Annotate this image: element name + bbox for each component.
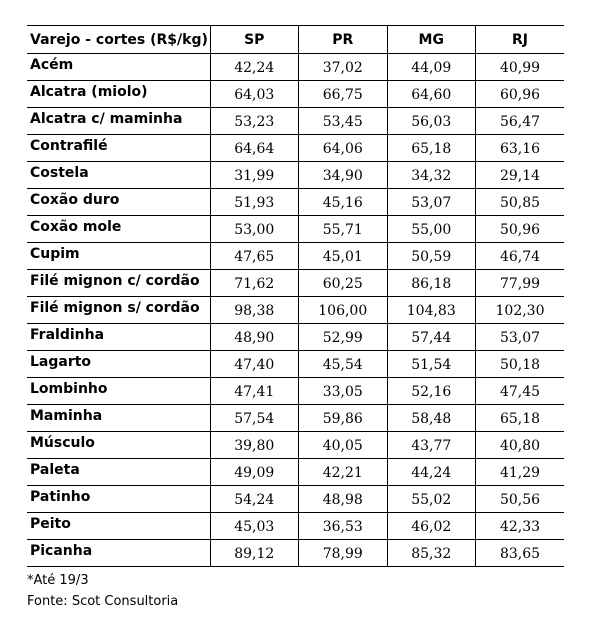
table-row	[27, 459, 564, 486]
header-rj: RJ	[476, 26, 565, 54]
price-sp: 71,62	[210, 270, 299, 297]
table-row	[27, 189, 564, 216]
table-header-row	[27, 26, 564, 54]
price-rj: 40,80	[476, 432, 565, 459]
retail-beef-prices-table	[27, 25, 564, 567]
price-sp: 64,64	[210, 135, 299, 162]
price-rj: 60,96	[476, 81, 565, 108]
price-sp: 39,80	[210, 432, 299, 459]
price-rj: 77,99	[476, 270, 565, 297]
cut-name: Filé mignon s/ cordão	[27, 297, 210, 324]
table-body	[27, 54, 564, 567]
price-pr: 33,05	[299, 378, 388, 405]
price-mg: 52,16	[387, 378, 476, 405]
cut-name: Alcatra c/ maminha	[27, 108, 210, 135]
price-mg: 55,02	[387, 486, 476, 513]
price-pr: 34,90	[299, 162, 388, 189]
cut-name: Acém	[27, 54, 210, 81]
table-row	[27, 378, 564, 405]
table-row	[27, 81, 564, 108]
price-sp: 51,93	[210, 189, 299, 216]
footnote: *Até 19/3	[27, 573, 89, 588]
price-rj: 50,56	[476, 486, 565, 513]
table-row	[27, 432, 564, 459]
price-pr: 48,98	[299, 486, 388, 513]
price-sp: 31,99	[210, 162, 299, 189]
table-row	[27, 351, 564, 378]
cut-name: Maminha	[27, 405, 210, 432]
table-notes	[27, 570, 178, 612]
price-pr: 53,45	[299, 108, 388, 135]
cut-name: Picanha	[27, 540, 210, 567]
table-row	[27, 513, 564, 540]
cut-name: Coxão mole	[27, 216, 210, 243]
table-row	[27, 162, 564, 189]
price-mg: 50,59	[387, 243, 476, 270]
header-mg: MG	[387, 26, 476, 54]
price-rj: 46,74	[476, 243, 565, 270]
price-rj: 47,45	[476, 378, 565, 405]
cut-name: Paleta	[27, 459, 210, 486]
price-pr: 55,71	[299, 216, 388, 243]
price-pr: 42,21	[299, 459, 388, 486]
price-sp: 53,23	[210, 108, 299, 135]
table-row	[27, 54, 564, 81]
source-note: Fonte: Scot Consultoria	[27, 594, 179, 609]
price-mg: 34,32	[387, 162, 476, 189]
cut-name: Músculo	[27, 432, 210, 459]
cut-name: Lombinho	[27, 378, 210, 405]
price-rj: 40,99	[476, 54, 565, 81]
price-sp: 53,00	[210, 216, 299, 243]
price-sp: 47,40	[210, 351, 299, 378]
price-rj: 42,33	[476, 513, 565, 540]
price-pr: 59,86	[299, 405, 388, 432]
price-rj: 29,14	[476, 162, 565, 189]
price-sp: 57,54	[210, 405, 299, 432]
price-sp: 49,09	[210, 459, 299, 486]
price-table-container	[27, 25, 564, 567]
price-mg: 64,60	[387, 81, 476, 108]
price-pr: 45,16	[299, 189, 388, 216]
price-pr: 64,06	[299, 135, 388, 162]
price-pr: 60,25	[299, 270, 388, 297]
cut-name: Alcatra (miolo)	[27, 81, 210, 108]
price-sp: 54,24	[210, 486, 299, 513]
price-sp: 47,41	[210, 378, 299, 405]
price-mg: 51,54	[387, 351, 476, 378]
header-pr: PR	[299, 26, 388, 54]
cut-name: Fraldinha	[27, 324, 210, 351]
table-row	[27, 216, 564, 243]
price-mg: 44,09	[387, 54, 476, 81]
table-row	[27, 135, 564, 162]
price-rj: 53,07	[476, 324, 565, 351]
price-sp: 47,65	[210, 243, 299, 270]
price-rj: 41,29	[476, 459, 565, 486]
table-row	[27, 270, 564, 297]
cut-name: Costela	[27, 162, 210, 189]
header-cut: Varejo - cortes (R$/kg)	[27, 26, 210, 54]
price-rj: 50,85	[476, 189, 565, 216]
price-rj: 63,16	[476, 135, 565, 162]
price-pr: 37,02	[299, 54, 388, 81]
cut-name: Lagarto	[27, 351, 210, 378]
price-mg: 86,18	[387, 270, 476, 297]
price-rj: 65,18	[476, 405, 565, 432]
price-rj: 83,65	[476, 540, 565, 567]
cut-name: Cupim	[27, 243, 210, 270]
table-row	[27, 405, 564, 432]
price-pr: 78,99	[299, 540, 388, 567]
price-sp: 48,90	[210, 324, 299, 351]
price-sp: 45,03	[210, 513, 299, 540]
price-mg: 85,32	[387, 540, 476, 567]
table-row	[27, 540, 564, 567]
price-pr: 45,01	[299, 243, 388, 270]
header-sp: SP	[210, 26, 299, 54]
table-row	[27, 297, 564, 324]
price-mg: 44,24	[387, 459, 476, 486]
price-mg: 55,00	[387, 216, 476, 243]
cut-name: Patinho	[27, 486, 210, 513]
price-rj: 102,30	[476, 297, 565, 324]
price-pr: 52,99	[299, 324, 388, 351]
cut-name: Coxão duro	[27, 189, 210, 216]
price-mg: 43,77	[387, 432, 476, 459]
table-row	[27, 324, 564, 351]
table-row	[27, 486, 564, 513]
price-mg: 56,03	[387, 108, 476, 135]
price-mg: 104,83	[387, 297, 476, 324]
table-row	[27, 108, 564, 135]
price-mg: 57,44	[387, 324, 476, 351]
price-sp: 89,12	[210, 540, 299, 567]
price-pr: 40,05	[299, 432, 388, 459]
cut-name: Contrafilé	[27, 135, 210, 162]
price-pr: 66,75	[299, 81, 388, 108]
price-mg: 53,07	[387, 189, 476, 216]
price-sp: 64,03	[210, 81, 299, 108]
price-sp: 98,38	[210, 297, 299, 324]
price-rj: 56,47	[476, 108, 565, 135]
price-mg: 58,48	[387, 405, 476, 432]
cut-name: Peito	[27, 513, 210, 540]
cut-name: Filé mignon c/ cordão	[27, 270, 210, 297]
price-mg: 46,02	[387, 513, 476, 540]
price-pr: 36,53	[299, 513, 388, 540]
price-pr: 106,00	[299, 297, 388, 324]
price-pr: 45,54	[299, 351, 388, 378]
price-rj: 50,18	[476, 351, 565, 378]
price-sp: 42,24	[210, 54, 299, 81]
price-mg: 65,18	[387, 135, 476, 162]
price-rj: 50,96	[476, 216, 565, 243]
table-row	[27, 243, 564, 270]
